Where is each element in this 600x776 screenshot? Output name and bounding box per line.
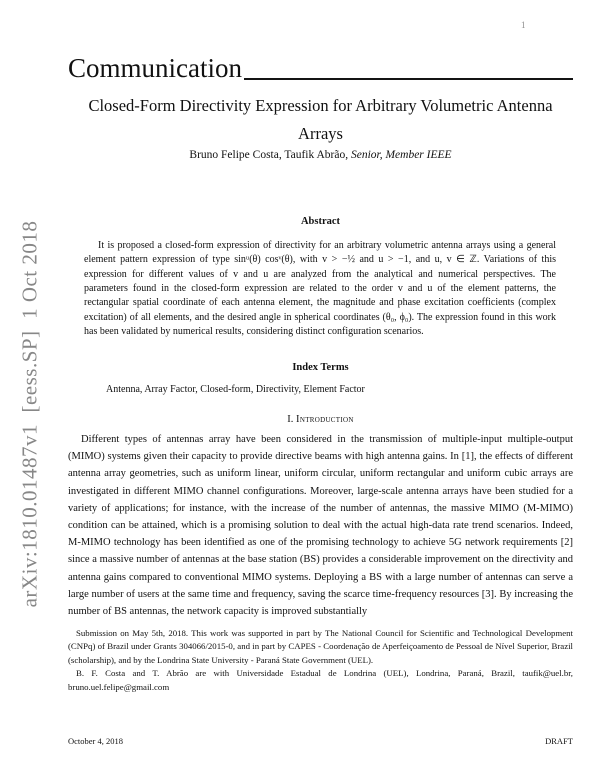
arxiv-watermark: arXiv:1810.01487v1 [eess.SP] 1 Oct 2018 (17, 220, 42, 608)
section-number: I. (287, 414, 294, 425)
section-heading-introduction (68, 414, 573, 425)
index-terms-list: Antenna, Array Factor, Closed-form, Directivity, Element Factor (106, 384, 365, 395)
index-terms-heading: Index Terms (292, 362, 349, 373)
introduction-paragraph: Different types of antennas array have been considered in the transmission of multiple-input multiple-output (MIMO) systems given their capacity to provide directive beams with high antenna gains. In [1], the effects of different antenna array geometries, such as uniform linear, uniform circular, uniform rectangular and uniform cubic arrays are investigated in different MIMO channel configurations. Moreover, large-scale antenna arrays have been studied for a variety of applications; for instance, with the increase of the number of antennas, the massive MIMO (M-MIMO) condition can be attained, which is a promising solution to deal with the actual high-data rate trend scenarios. Indeed, M-MIMO technology has been identified as one of the promising technology to achieve 5G network requirements [2] since a massive number of antennas at the base station (BS) provides a considerable improvement on the directivity and antenna gains compared to conventional MIMO systems. Deploying a BS with a large number of antennas can serve a large number of users at the same time and frequency, saving the scarce time-frequency resources [3]. By increasing the number of BS antennas, the network capacity is improved substantially (68, 434, 573, 618)
page-number: 1 (521, 20, 526, 30)
author-names: Bruno Felipe Costa, Taufik Abrão, (189, 149, 351, 161)
footer-date: October 4, 2018 (68, 736, 124, 746)
footnote-affiliation: B. F. Costa and T. Abrão are with Universidade Estadual de Londrina (UEL), Londrina, Paraná, Brazil, taufik@uel.br, bruno.uel.felipe@gmail.com (68, 668, 573, 692)
paper-title (68, 92, 573, 148)
author-membership: Senior, Member IEEE (350, 149, 452, 161)
section-name: Introduction (296, 414, 354, 425)
running-head (68, 55, 573, 82)
paper-title-line2: Arrays (298, 124, 343, 143)
page-footer (68, 736, 573, 746)
abstract-text: It is proposed a closed-form expression of directivity for an arbitrary volumetric antenna arrays using a general element pattern expression of type sinᵘ(θ) cosᵛ(θ), with v > −½ and u > −1, and u, v ∈ ℤ. Variations of this expression for different values of v and u are analyzed from the analytical and numerical perspectives. The parameters found in the closed-form expression are related to the order v and u of the element patterns, the rectangular spatial coordinate of each antenna element, the magnitude and phase excitation coefficients (complex excitation) of all elements, and the desired angle in spherical coordinates (θ₀, ϕ₀). The expression found in this work has been validated by numerical results, considering distinct configuration scenarios. (84, 240, 556, 338)
footnote-funding: Submission on May 5th, 2018. This work was supported in part by The National Council for Scientific and Technological Development (CNPq) of Brazil under Grants 304066/2015-0, and in part by CAPES - Coordenação de Aperfeiçoamento de Pessoal de Nível Superior, Brazil (scholarship), and by the Londrina State University - Paraná State Government (UEL). (68, 628, 573, 665)
running-head-rule (244, 55, 573, 80)
author-line (68, 149, 573, 161)
footer-draft-label: DRAFT (545, 736, 573, 746)
abstract-heading: Abstract (300, 216, 341, 227)
footnote-block (68, 627, 573, 694)
running-head-title: Communication (68, 53, 242, 83)
paper-title-line1: Closed-Form Directivity Expression for Arbitrary Volumetric Antenna (88, 96, 553, 115)
